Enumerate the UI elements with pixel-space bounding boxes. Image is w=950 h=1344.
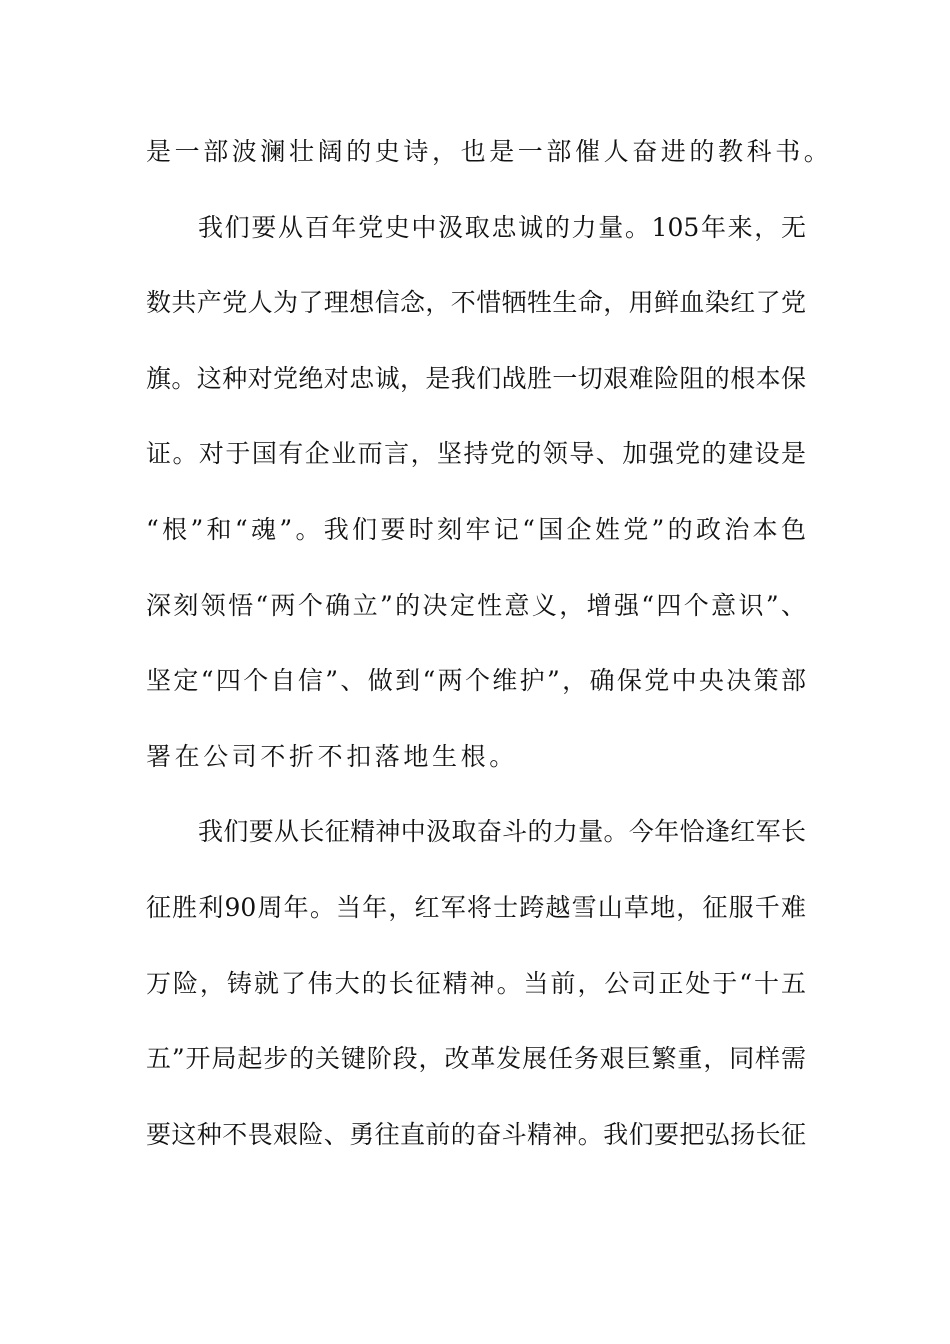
text-line: “根”和“魂”。我们要时刻牢记“国企姓党”的政治本色 [146,514,806,544]
text-line: 旗。这种对党绝对忠诚，是我们战胜一切艰难险阻的根本保 [146,363,806,393]
text-line: 署在公司不折不扣落地生根。 [146,741,518,771]
text-line: 坚定“四个自信”、做到“两个维护”，确保党中央决策部 [146,666,806,696]
text-line: 征胜利90周年。当年，红军将士跨越雪山草地，征服千难 [146,892,806,922]
text-line: 我们要从百年党史中汲取忠诚的力量。105年来，无 [198,212,806,242]
body-text [146,126,833,1184]
text-line: 证。对于国有企业而言，坚持党的领导、加强党的建设是 [146,439,806,469]
text-line: 是一部波澜壮阔的史诗，也是一部催人奋进的教科书。 [146,137,833,166]
text-line: 要这种不畏艰险、勇往直前的奋斗精神。我们要把弘扬长征 [146,1119,806,1149]
text-line: 万险，铸就了伟大的长征精神。当前，公司正处于“十五 [146,968,806,998]
text-line: 数共产党人为了理想信念，不惜牺牲生命，用鲜血染红了党 [146,288,806,318]
text-line: 五”开局起步的关键阶段，改革发展任务艰巨繁重，同样需 [146,1044,806,1074]
text-line: 深刻领悟“两个确立”的决定性意义，增强“四个意识”、 [146,590,806,620]
text-line: 我们要从长征精神中汲取奋斗的力量。今年恰逢红军长 [198,817,806,847]
